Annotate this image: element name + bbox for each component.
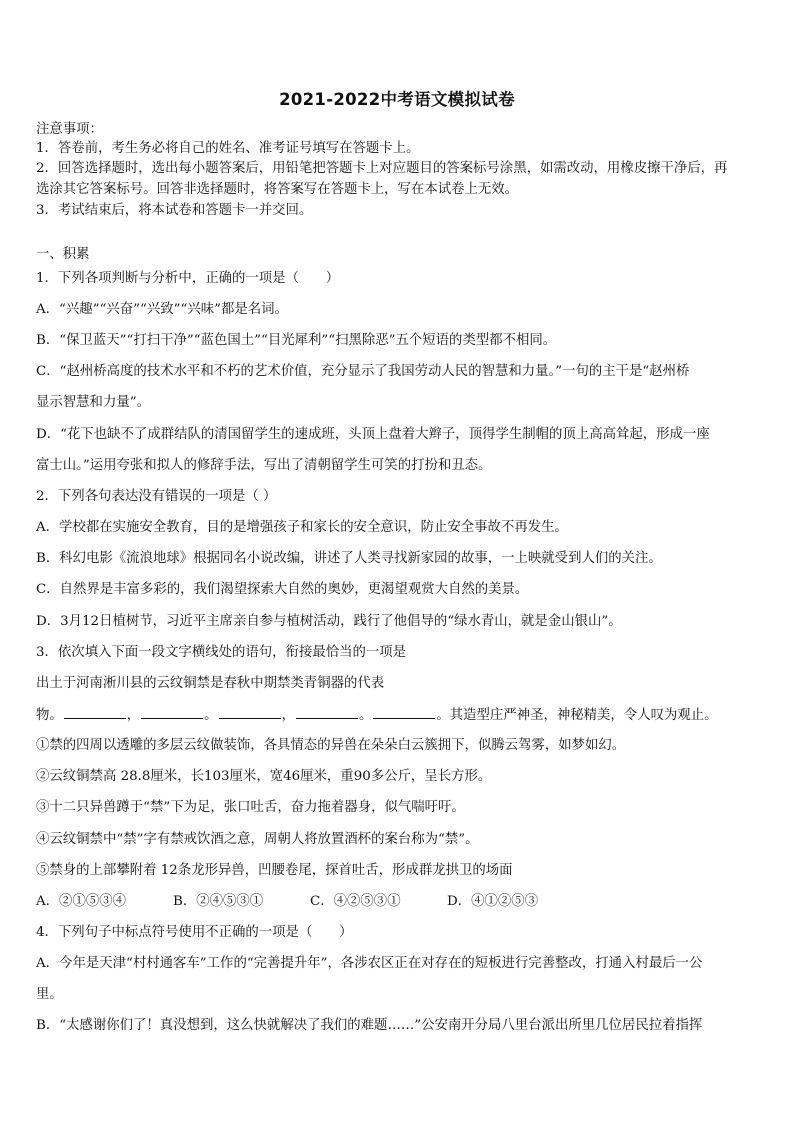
option-c: C．“赵州桥高度的技术水平和不朽的艺术价值，充分显示了我国劳动人民的智慧和力量。”一句的主干是“赵州桥 [36, 364, 690, 379]
answer-blank [219, 706, 281, 719]
sentence-item: ①禁的四周以透雕的多层云纹做装饰，各具情态的异兽在朵朵白云簇拥下，似腾云驾雾，如梦如幻。 [36, 738, 626, 753]
option-a: A．今年是天津“村村通客车”工作的“完善提升年”，各涉农区正在对存在的短板进行完善整改，打通入村最后一公 [36, 956, 703, 971]
passage-text: 其造型庄严神圣，神秘精美，令人叹为观止。 [449, 708, 718, 723]
option-d: D．3月12日植树节，习近平主席亲自参与植树活动，践行了他倡导的“绿水青山，就是金山银山”。 [36, 614, 622, 629]
page-title: 2021-2022中考语文模拟试卷 [279, 90, 515, 109]
option-d-cont: 富士山。”运用夸张和拟人的修辞手法，写出了清朝留学生可笑的打扮和丑态。 [36, 458, 492, 473]
notice-item: 2．回答选择题时，选出每小题答案后，用铅笔把答题卡上对应题目的答案标号涂黑，如需改动，用橡皮擦干净后，再 [36, 161, 728, 176]
question-stem: 4．下列句子中标点符号使用不正确的一项是（ ） [36, 925, 353, 940]
option-a: A．“兴趣”“兴奋”“兴致”“兴味”都是名词。 [36, 302, 288, 317]
option-d: D．④①②⑤③ [447, 894, 539, 909]
answer-blank [373, 706, 435, 719]
question-stem: 3．依次填入下面一段文字横线处的语句，衔接最恰当的一项是 [36, 645, 407, 660]
notice-item: 3．考试结束后，将本试卷和答题卡一并交回。 [36, 203, 313, 218]
option-b: B．②④⑤③① [173, 894, 264, 909]
answer-blank [296, 706, 358, 719]
answer-blank [64, 706, 126, 719]
sentence-item: ②云纹铜禁高 28.8厘米，长103厘米，宽46厘米，重90多公斤，呈长方形。 [36, 769, 492, 784]
section-heading: 一、积累 [36, 247, 90, 262]
option-a: A．学校都在实施安全教育，目的是增强孩子和家长的安全意识，防止安全事故不再发生。 [36, 520, 568, 535]
notice-heading: 注意事项： [36, 122, 103, 137]
sentence-item: ③十二只异兽蹲于“禁”下为足，张口吐舌，奋力拖着器身，似气喘吁吁。 [36, 800, 465, 815]
option-d: D．“花下也缺不了成群结队的清国留学生的速成班，头顶上盘着大辫子，顶得学生制帽的顶上高高耸起，形成一座 [36, 427, 710, 442]
passage-blanks-line: 物。 ， 。 ， 。 。其造型庄严神圣，神秘精美，令人叹为观止。 [36, 708, 718, 723]
option-c: C．自然界是丰富多彩的，我们渴望探索大自然的奥妙，更渴望观赏大自然的美景。 [36, 582, 529, 597]
sentence-item: ⑤禁身的上部攀附着 12条龙形异兽，凹腰卷尾，探首吐舌，形成群龙拱卫的场面 [36, 863, 513, 878]
option-a-cont: 里。 [36, 987, 63, 1002]
option-c-cont: 显示智慧和力量”。 [36, 395, 150, 410]
question-stem: 1．下列各项判断与分析中，正确的一项是（ ） [36, 271, 340, 286]
option-b: B．科幻电影《流浪地球》根据同名小说改编，讲述了人类寻找新家园的故事，一上映就受到人们的关注。 [36, 551, 662, 566]
answer-blank [141, 706, 203, 719]
passage-line: 出土于河南淅川县的云纹铜禁是春秋中期禁类青铜器的代表 [36, 676, 385, 691]
answer-options [36, 893, 758, 911]
sentence-item: ④云纹铜禁中“禁”字有禁戒饮酒之意，周朝人将放置酒杯的案台称为“禁”。 [36, 832, 479, 847]
option-a: A．②①⑤③④ [36, 894, 127, 909]
notice-item: 1．答卷前，考生务必将自己的姓名、准考证号填写在答题卡上。 [36, 141, 420, 156]
passage-text: 物。 [36, 708, 63, 723]
notice-item: 选涂其它答案标号。回答非选择题时，将答案写在答题卡上，写在本试卷上无效。 [36, 182, 519, 197]
question-stem: 2．下列各句表达没有错误的一项是（ ） [36, 489, 277, 504]
option-b: B．“太感谢你们了！真没想到，这么快就解决了我们的难题……”公安南开分局八里台派出所里几位居民拉着指挥 [36, 1018, 703, 1033]
option-b: B．“保卫蓝天”“打扫干净”“蓝色国土”“目光犀利”“扫黑除恶”五个短语的类型都不相同。 [36, 333, 557, 348]
option-c: C．④②⑤③① [310, 894, 401, 909]
